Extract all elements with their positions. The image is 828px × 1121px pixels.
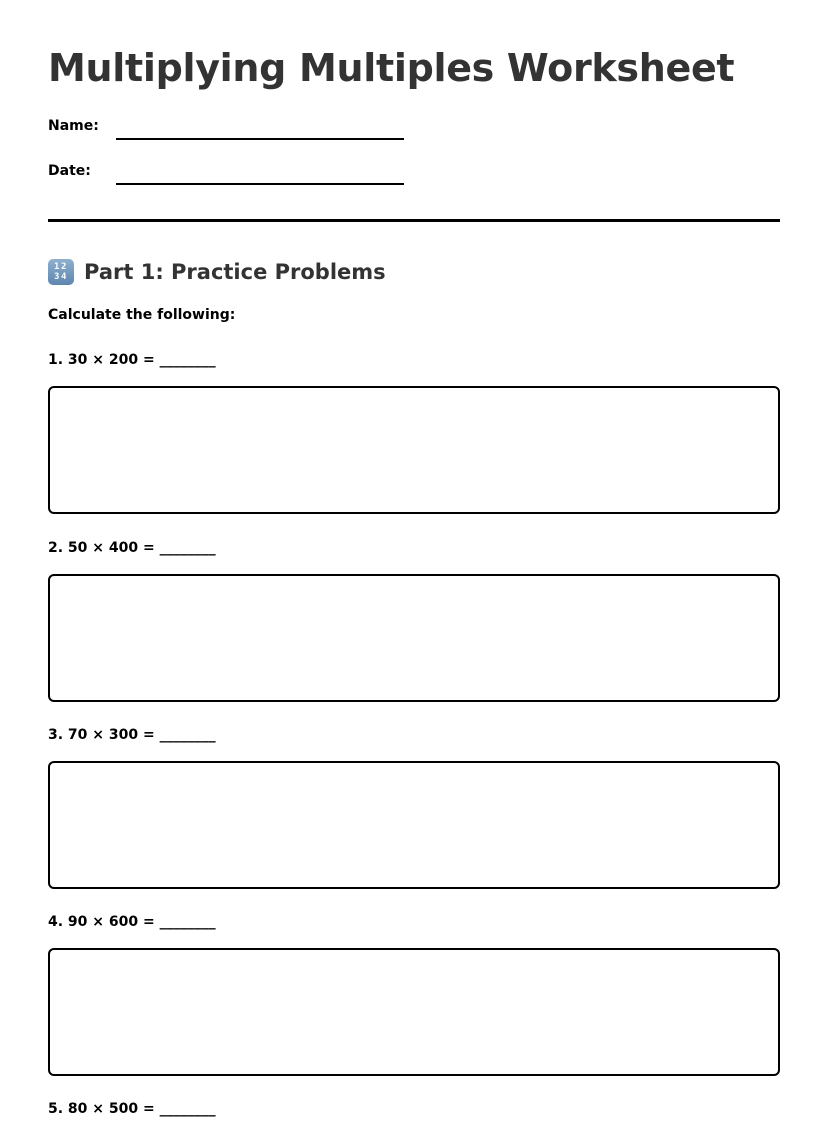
answer-box[interactable] xyxy=(48,574,780,702)
instructions-text: Calculate the following: xyxy=(48,307,236,323)
problem-text: 5. 80 × 500 = ________ xyxy=(48,1101,216,1117)
icon-digit: 3 xyxy=(54,272,60,282)
date-field xyxy=(48,163,408,187)
answer-box[interactable] xyxy=(48,386,780,514)
problem-text: 2. 50 × 400 = ________ xyxy=(48,540,216,556)
section-heading xyxy=(48,257,386,287)
problem-item xyxy=(48,352,780,372)
answer-box[interactable] xyxy=(48,761,780,889)
icon-digit: 2 xyxy=(61,262,67,272)
name-field xyxy=(48,118,408,142)
date-input-line[interactable] xyxy=(116,183,404,185)
worksheet-title: Multiplying Multiples Worksheet xyxy=(48,46,735,90)
problem-text: 3. 70 × 300 = ________ xyxy=(48,727,216,743)
horizontal-divider xyxy=(48,219,780,222)
problem-item xyxy=(48,540,780,560)
icon-digit: 1 xyxy=(54,262,60,272)
answer-box[interactable] xyxy=(48,948,780,1076)
problem-item xyxy=(48,1101,780,1121)
date-label: Date: xyxy=(48,163,91,179)
problem-text: 4. 90 × 600 = ________ xyxy=(48,914,216,930)
problem-item xyxy=(48,914,780,934)
problem-text: 1. 30 × 200 = ________ xyxy=(48,352,216,368)
input-numbers-icon xyxy=(48,259,74,285)
name-label: Name: xyxy=(48,118,99,134)
name-input-line[interactable] xyxy=(116,138,404,140)
problem-item xyxy=(48,727,780,747)
section-heading-text: Part 1: Practice Problems xyxy=(84,260,386,284)
icon-digit: 4 xyxy=(61,272,67,282)
